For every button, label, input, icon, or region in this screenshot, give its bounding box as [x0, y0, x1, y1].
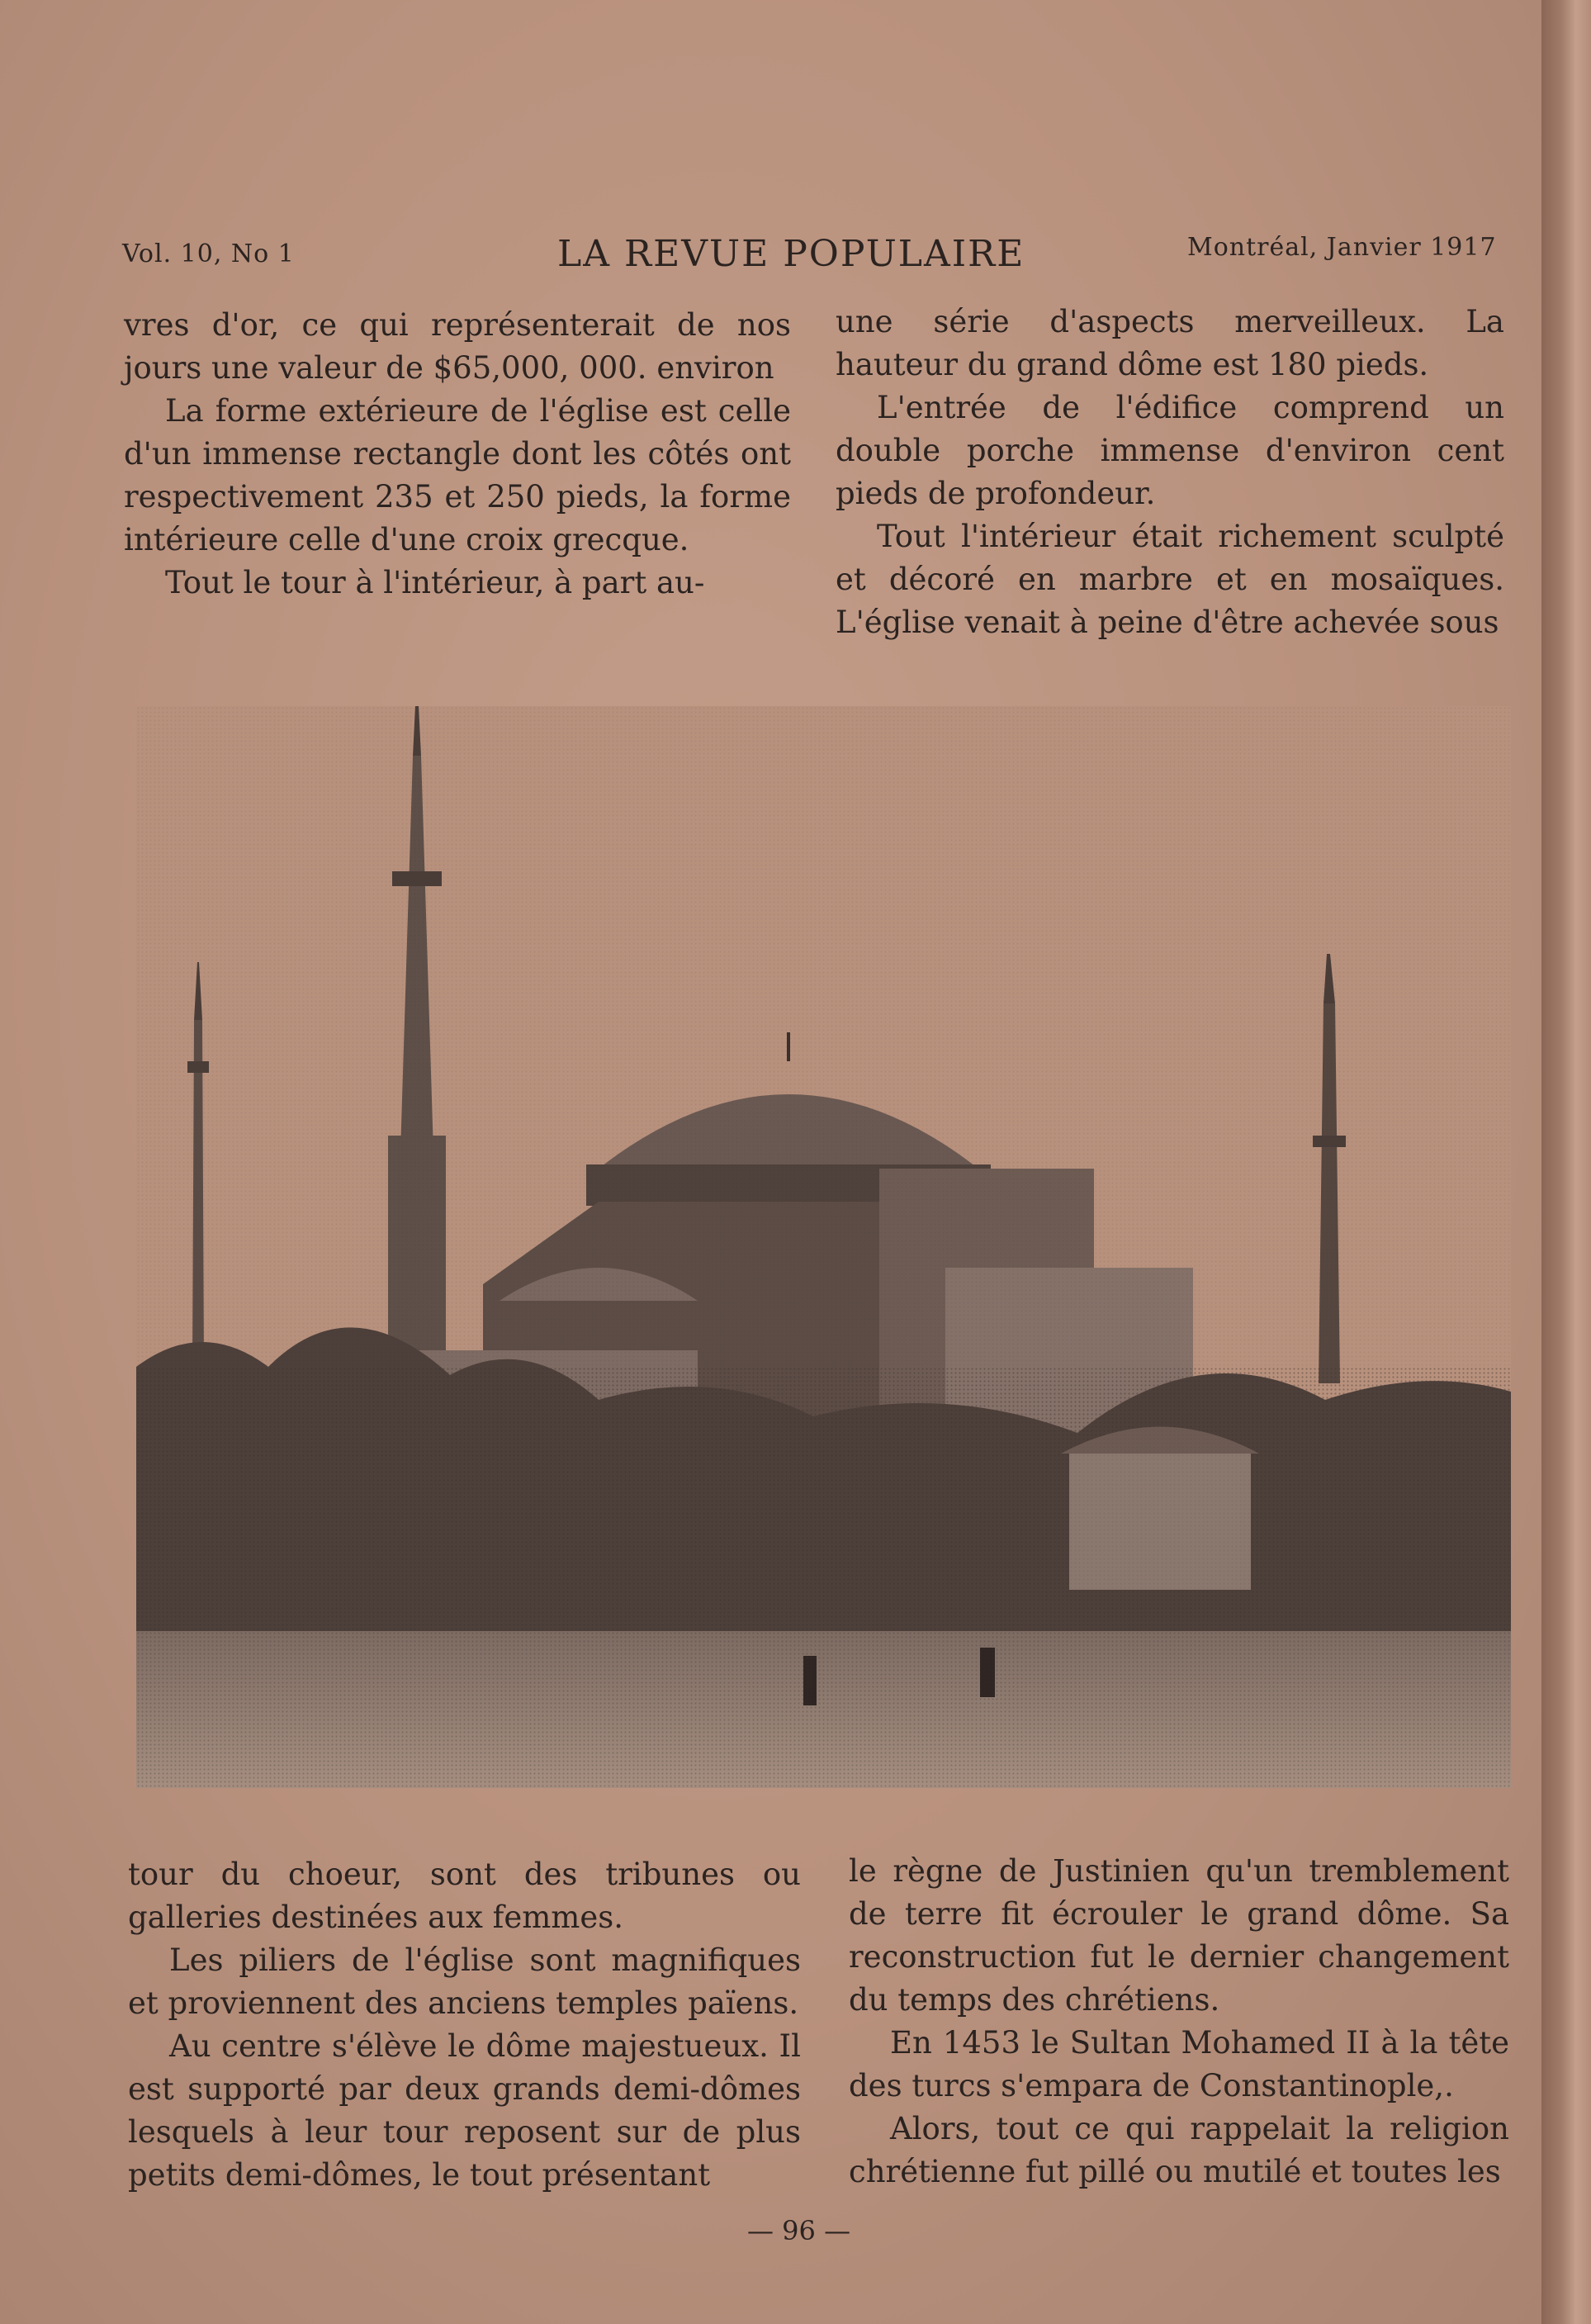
hagia-sophia-photograph [136, 706, 1511, 1788]
paragraph: Tout l'intérieur était richement sculpté et décoré en marbre et en mosaïques. L'église venait à peine d'être achevée sous [836, 519, 1504, 640]
paragraph: La forme extérieure de l'église est celle d'un immense rectangle dont les côtés ont respectivement 235 et 250 pieds, la forme intérieure celle d'une croix grecque. [124, 393, 791, 557]
text-column-bottom-left [128, 1853, 801, 2197]
text-column-top-left [124, 304, 791, 605]
paragraph: Alors, tout ce qui rappelait la religion chrétienne fut pillé ou mutilé et toutes les [849, 2111, 1509, 2189]
paragraph: une série d'aspects merveilleux. La hauteur du grand dôme est 180 pieds. [836, 304, 1504, 382]
magazine-title: LA REVUE POPULAIRE [557, 233, 1025, 275]
issue-date: Montréal, Janvier 1917 [1187, 233, 1497, 262]
running-header [0, 233, 1591, 274]
paragraph: tour du choeur, sont des tribunes ou galleries destinées aux femmes. [128, 1857, 801, 1935]
paragraph: vres d'or, ce qui représenterait de nos jours une valeur de $65,000, 000. environ [124, 307, 791, 386]
text-column-top-right [836, 301, 1504, 644]
paragraph: Les piliers de l'église sont magnifiques et proviennent des anciens temples païens. [128, 1942, 801, 2021]
volume-number: Vol. 10, No 1 [122, 240, 295, 268]
page-number: — 96 — [747, 2215, 851, 2246]
paragraph: Au centre s'élève le dôme majestueux. Il est supporté par deux grands demi-dômes lesquels à leur tour reposent sur de plus petits demi-dômes, le tout présentant [128, 2028, 801, 2193]
paragraph: Tout le tour à l'intérieur, à part au- [165, 565, 705, 600]
page-edge [1541, 0, 1591, 2324]
paragraph: L'entrée de l'édifice comprend un double porche immense d'environ cent pieds de profondeur. [836, 390, 1504, 511]
paragraph: En 1453 le Sultan Mohamed II à la tête des turcs s'empara de Constantinople,. [849, 2025, 1509, 2103]
text-column-bottom-right [849, 1850, 1509, 2194]
paragraph: le règne de Justinien qu'un tremblement de terre fit écrouler le grand dôme. Sa reconstruction fut le dernier changement du temps des chrétiens. [849, 1853, 1509, 2018]
